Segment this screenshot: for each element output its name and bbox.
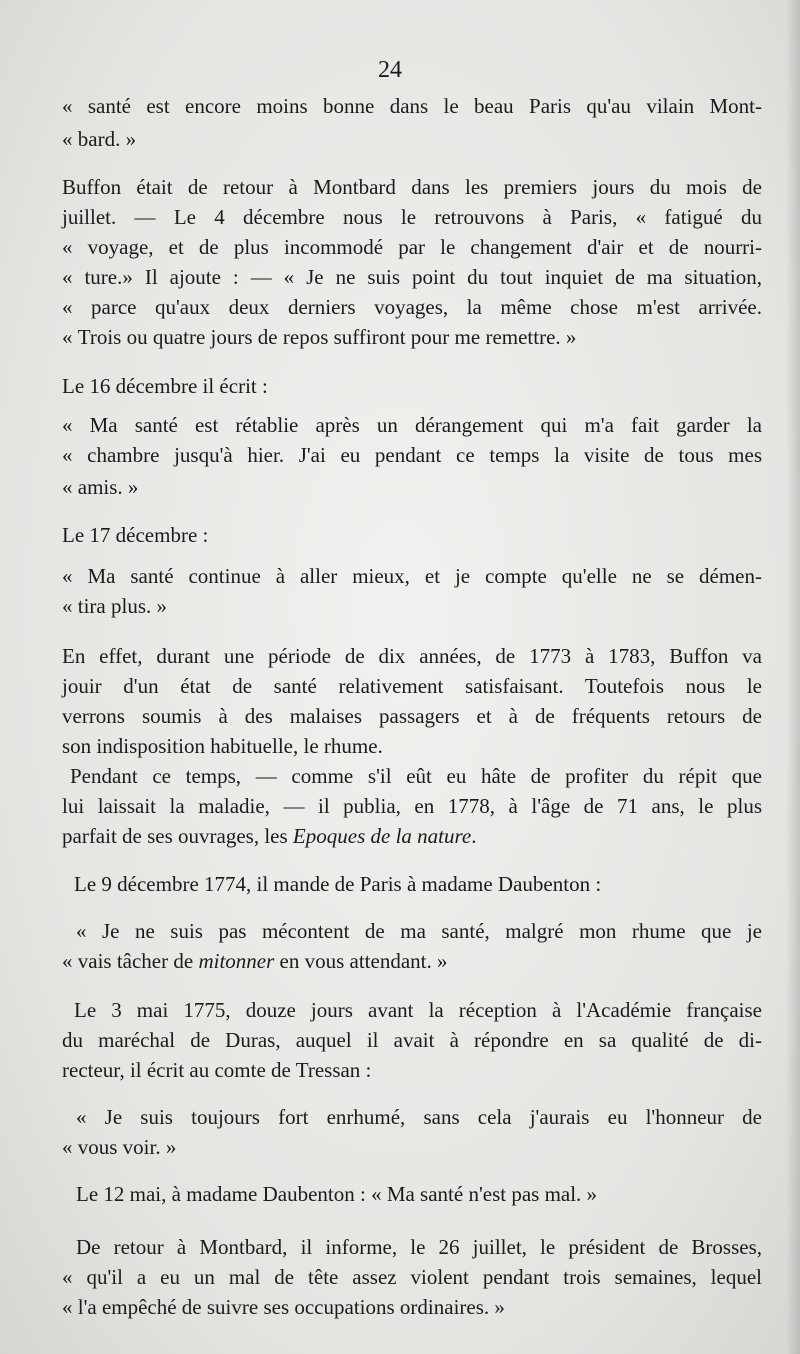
line-text: Le 9 décembre 1774, il mande de Paris à madame Daubenton : [74,872,602,896]
line-text: verrons soumis à des malaises passagers et à de fréquents retours de [62,704,762,728]
text-line [62,92,762,120]
line-text: Ma santé est rétablie après un dérangement qui m'a fait garder la [89,413,762,437]
line-text: ture.» Il ajoute : — « Je ne suis point du tout inquiet de ma situation, [84,265,762,289]
line-text: l'a empêché de suivre ses occupations ordinaires. » [77,1295,505,1319]
text-line [62,173,762,201]
text-line [62,702,762,730]
line-text: jouir d'un état de santé relativement satisfaisant. Toutefois nous le [62,674,762,698]
text-line [70,762,762,790]
line-text: bard. » [77,127,137,151]
line-text: tira plus. » [77,594,167,618]
line-text: En effet, durant une période de dix années, de 1773 à 1783, Buffon va [62,644,762,668]
line-text: Pendant ce temps, — comme s'il eût eu hâte de profiter du répit que [70,764,762,788]
text-line [62,947,762,975]
text-line [62,562,762,590]
text-line [62,642,762,670]
text-line [62,441,762,469]
line-text: du maréchal de Duras, auquel il avait à répondre en sa qualité de di- [62,1028,762,1052]
line-text: amis. » [77,475,139,499]
line-text: juillet. — Le 4 décembre nous le retrouvons à Paris, « fatigué du [62,205,762,229]
page-number: 24 [378,57,402,83]
line-text: De retour à Montbard, il informe, le 26 juillet, le président de Brosses, [76,1235,762,1259]
line-text: Le 3 mai 1775, douze jours avant la réception à l'Académie française [74,998,762,1022]
text-line [62,1056,762,1084]
text-line [62,792,762,820]
line-text: vous voir. » [77,1135,177,1159]
line-text: vais tâcher de [77,949,199,973]
text-line [62,672,762,700]
text-line [62,293,762,321]
line-text: Je suis toujours fort enrhumé, sans cela j'aurais eu l'honneur de [104,1105,763,1129]
line-text-after: . [471,824,477,848]
line-text: son indisposition habituelle, le rhume. [62,734,383,758]
line-text: qu'il a eu un mal de tête assez violent pendant trois semaines, lequel [86,1265,762,1289]
line-text: chambre jusqu'à hier. J'ai eu pendant ce temps la visite de tous mes [87,443,762,467]
text-line [62,732,762,760]
line-text-after: en vous attendant. » [274,949,448,973]
text-line [62,592,762,620]
text-line [62,1293,762,1321]
text-line [76,1233,762,1261]
line-text: Buffon était de retour à Montbard dans les premiers jours du mois de [62,175,762,199]
line-text: santé est encore moins bonne dans le beau Paris qu'au vilain Mont- [87,94,763,118]
text-line [76,1103,762,1131]
text-line [62,1133,762,1161]
text-line [62,521,762,549]
text-line [62,125,762,153]
italic-text: mitonner [198,949,275,973]
line-text: Ma santé continue à aller mieux, et je compte qu'elle ne se démen- [87,564,762,588]
line-text: lui laissait la maladie, — il publia, en 1778, à l'âge de 71 ans, le plus [62,794,762,818]
text-line [62,263,762,291]
line-text: Trois ou quatre jours de repos suffiront pour me remettre. » [77,325,577,349]
italic-text: Epoques de la nature [292,824,472,848]
line-text: Le 17 décembre : [62,523,209,547]
text-line [76,917,762,945]
text-line [62,203,762,231]
text-line [76,1180,762,1208]
text-line [62,1263,762,1291]
line-text: recteur, il écrit au comte de Tressan : [62,1058,372,1082]
text-line [62,822,762,850]
text-line [62,411,762,439]
text-line [62,473,762,501]
line-text: parce qu'aux deux derniers voyages, la même chose m'est arrivée. [91,295,762,319]
text-line [62,372,762,400]
text-line [62,323,762,351]
text-line [74,870,762,898]
line-text: Le 16 décembre il écrit : [62,374,268,398]
text-line [62,1026,762,1054]
page-edge-shadow [786,0,800,1354]
line-text: Je ne suis pas mécontent de ma santé, malgré mon rhume que je [102,919,763,943]
line-text: voyage, et de plus incommodé par le changement d'air et de nourri- [87,235,763,259]
line-text: parfait de ses ouvrages, les [62,824,293,848]
text-line [62,233,762,261]
text-line [74,996,762,1024]
line-text: Le 12 mai, à madame Daubenton : « Ma santé n'est pas mal. » [76,1182,598,1206]
